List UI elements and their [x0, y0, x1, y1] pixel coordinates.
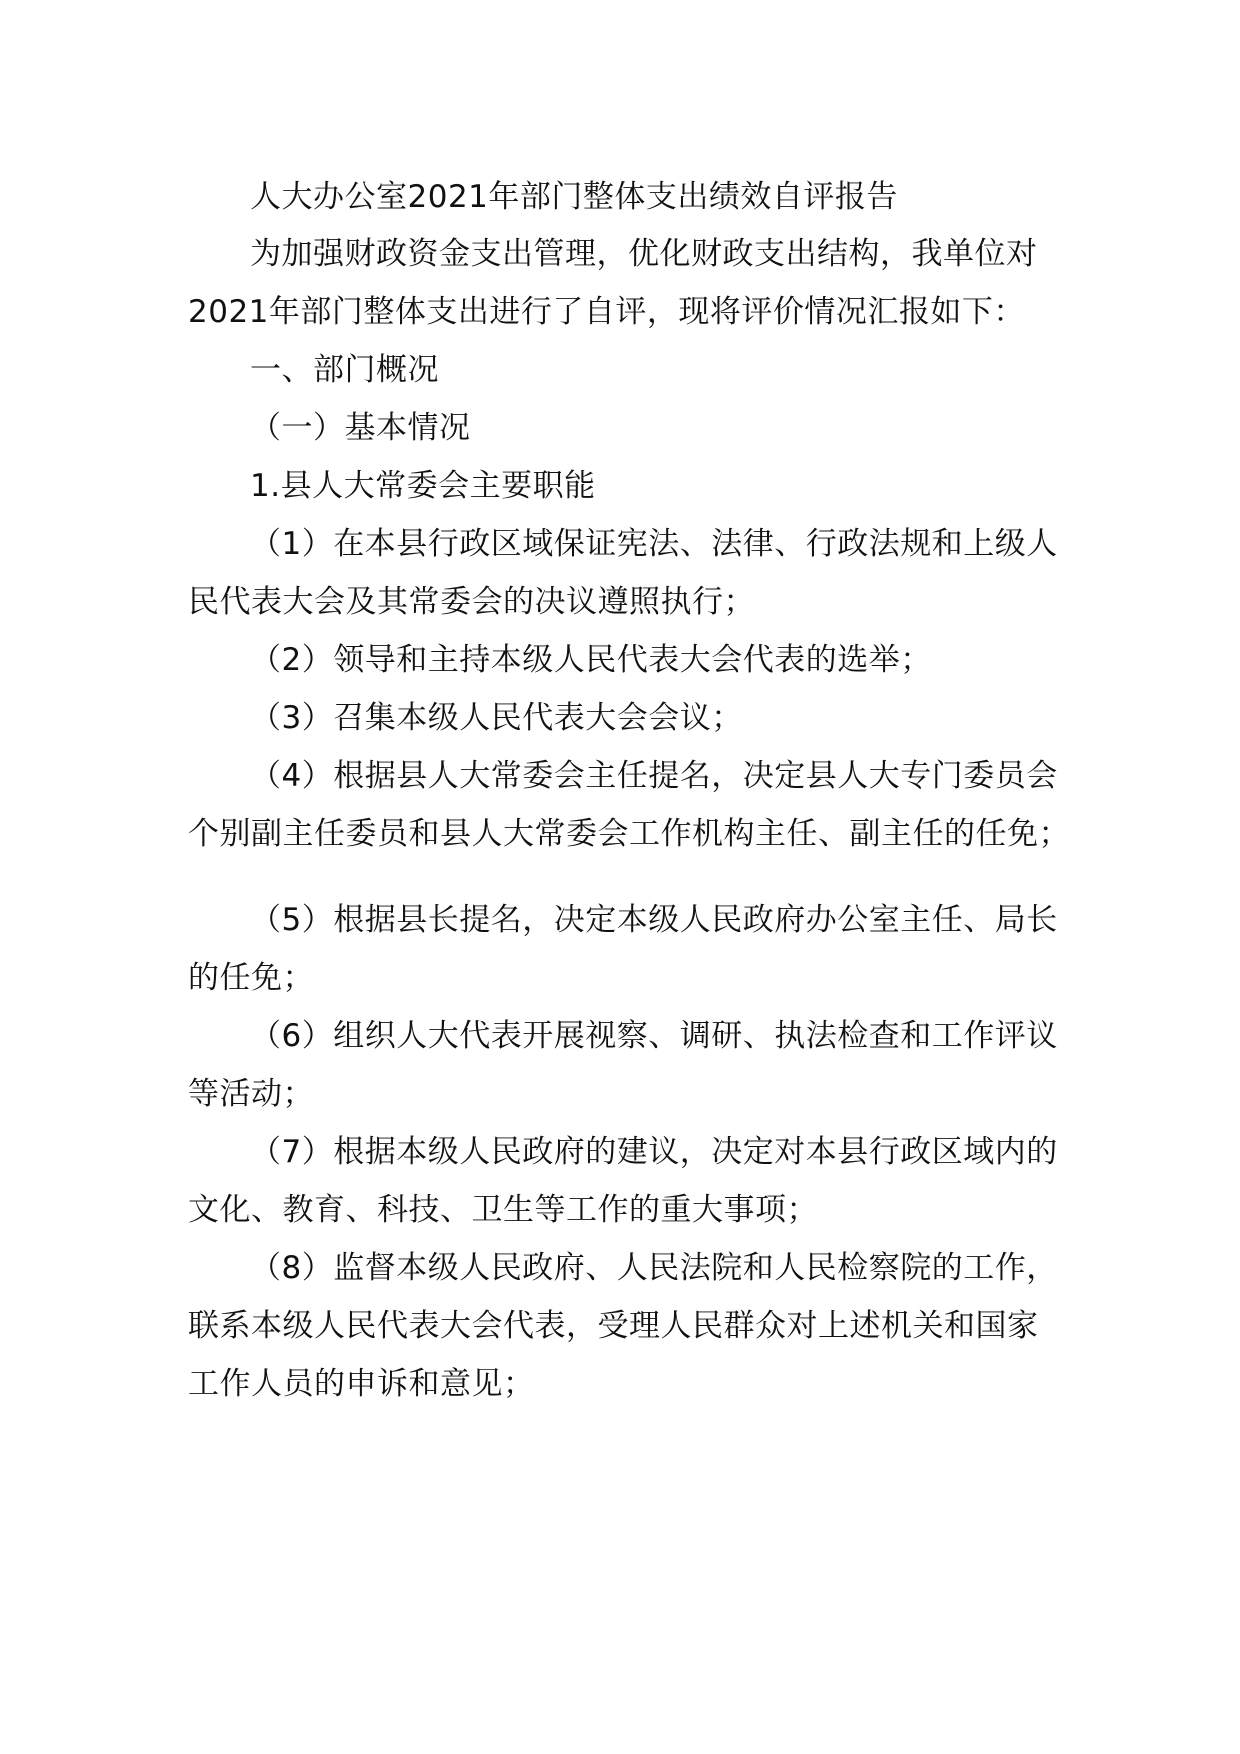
duty-6-line-1: （6）组织人大代表开展视察、调研、执法检查和工作评议: [250, 1018, 1058, 1054]
duty-3: （3）召集本级人民代表大会会议；: [250, 700, 743, 736]
duty-4-line-1: （4）根据县人大常委会主任提名，决定县人大专门委员会: [250, 758, 1058, 794]
duty-1-line-1: （1）在本县行政区域保证宪法、法律、行政法规和上级人: [250, 526, 1058, 562]
intro-line-1: 为加强财政资金支出管理，优化财政支出结构，我单位对: [250, 236, 1038, 272]
duty-7-line-2: 文化、教育、科技、卫生等工作的重大事项；: [188, 1192, 818, 1228]
duty-6-line-2: 等活动；: [188, 1076, 314, 1112]
duty-5-line-1: （5）根据县长提名，决定本级人民政府办公室主任、局长: [250, 902, 1058, 938]
duty-2: （2）领导和主持本级人民代表大会代表的选举；: [250, 642, 932, 678]
duty-5-line-2: 的任免；: [188, 960, 314, 996]
item-heading: 1.县人大常委会主要职能: [250, 468, 596, 504]
intro-line-2: 2021年部门整体支出进行了自评，现将评价情况汇报如下：: [188, 294, 1025, 330]
duty-8-line-1: （8）监督本级人民政府、人民法院和人民检察院的工作，: [250, 1250, 1058, 1286]
document-title: 人大办公室2021年部门整体支出绩效自评报告: [250, 179, 898, 215]
subsection-heading: （一）基本情况: [250, 410, 471, 446]
duty-4-line-2: 个别副主任委员和县人大常委会工作机构主任、副主任的任免；: [188, 816, 1070, 852]
duty-7-line-1: （7）根据本级人民政府的建议，决定对本县行政区域内的: [250, 1134, 1058, 1170]
duty-8-line-2: 联系本级人民代表大会代表，受理人民群众对上述机关和国家: [188, 1308, 1039, 1344]
duty-8-line-3: 工作人员的申诉和意见；: [188, 1366, 535, 1402]
duty-1-line-2: 民代表大会及其常委会的决议遵照执行；: [188, 584, 755, 620]
section-heading: 一、部门概况: [250, 352, 439, 388]
